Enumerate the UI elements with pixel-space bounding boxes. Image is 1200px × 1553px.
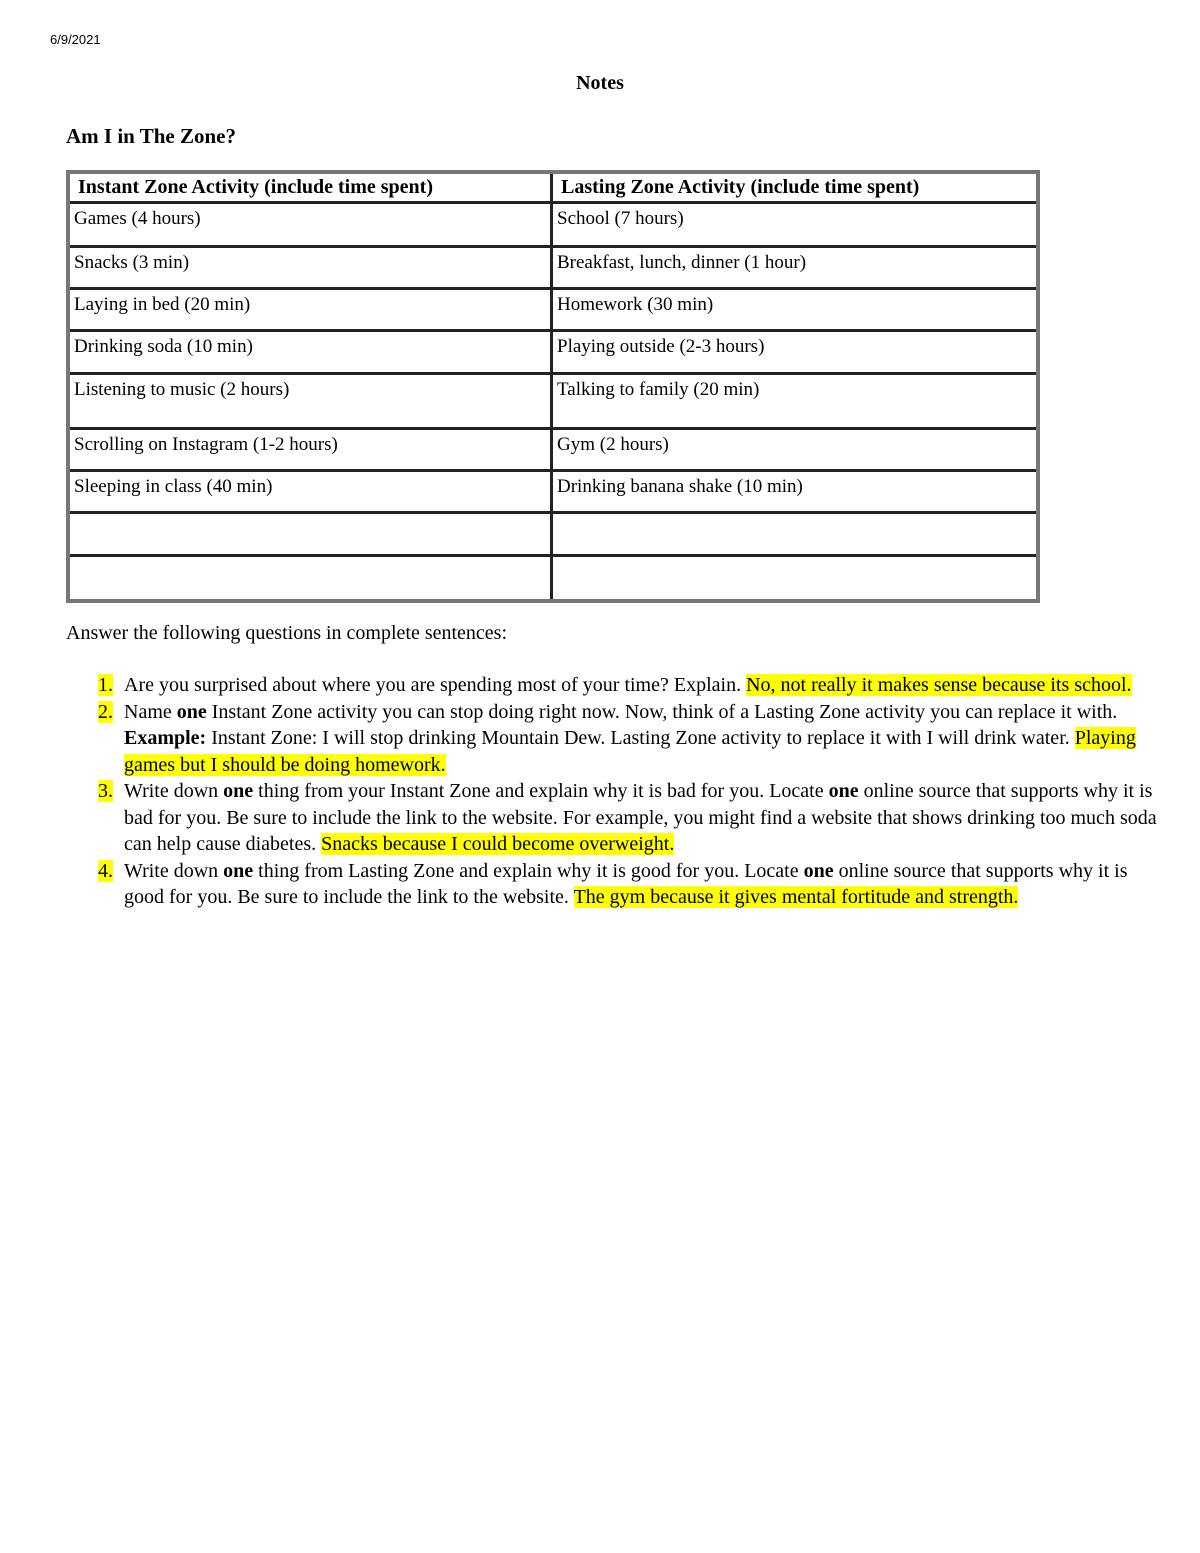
question-number-label: 1.	[98, 674, 113, 696]
lasting-zone-cell	[553, 514, 1036, 554]
section-heading: Am I in The Zone?	[66, 124, 236, 148]
question-text: Name	[124, 700, 172, 723]
question-emphasis: one	[176, 700, 207, 723]
question-emphasis: Example:	[124, 727, 207, 749]
header-lasting-zone: Lasting Zone Activity (include time spent)	[561, 176, 920, 198]
question-body	[124, 699, 1168, 779]
table-row	[70, 472, 1036, 514]
instant-zone-cell: Games (4 hours)	[70, 204, 553, 245]
question-text: Are you surprised about where you are spending most of your time? Explain.	[124, 674, 742, 696]
question-number-label: 4.	[98, 859, 113, 882]
question-emphasis: one	[803, 859, 834, 882]
answer-text: Snacks because I could become overweight.	[321, 833, 675, 855]
question-number-label: 3.	[98, 780, 113, 802]
answer-text: The gym because it gives mental fortitude and strength.	[573, 886, 1019, 908]
table-header-row	[70, 174, 1036, 204]
question-body	[124, 778, 1168, 858]
question-number	[98, 778, 124, 858]
document-date: 6/9/2021	[50, 32, 101, 47]
instant-zone-cell	[70, 514, 553, 554]
question-item	[98, 672, 1168, 699]
instant-zone-cell: Scrolling on Instagram (1-2 hours)	[70, 430, 553, 469]
instant-zone-cell: Listening to music (2 hours)	[70, 375, 553, 427]
question-item	[98, 858, 1168, 911]
lasting-zone-cell: Breakfast, lunch, dinner (1 hour)	[557, 252, 807, 273]
table-row	[70, 290, 1036, 332]
instant-zone-cell	[70, 557, 553, 599]
page-title: Notes	[576, 72, 624, 94]
instant-zone-cell: Snacks (3 min)	[70, 248, 553, 287]
question-number	[98, 699, 124, 779]
lasting-zone-cell: Gym (2 hours)	[557, 434, 669, 455]
table-row	[70, 514, 1036, 557]
header-instant-zone: Instant Zone Activity (include time spent)	[70, 174, 553, 201]
answer-text: No, not really it makes sense because its school.	[746, 674, 1132, 696]
question-text: thing from your Instant Zone and explain why it is bad for you. Locate	[258, 780, 824, 802]
lasting-zone-cell: Drinking banana shake (10 min)	[557, 476, 803, 497]
question-number	[98, 672, 124, 699]
question-emphasis: one	[828, 780, 859, 802]
question-text: Write down	[124, 859, 219, 882]
table-row	[70, 332, 1036, 375]
zone-activity-table	[66, 170, 1040, 603]
table-row	[70, 430, 1036, 472]
question-emphasis: one	[223, 859, 254, 882]
lasting-zone-cell: Talking to family (20 min)	[557, 379, 760, 400]
question-number-label: 2.	[98, 700, 113, 723]
instant-zone-cell: Drinking soda (10 min)	[70, 332, 553, 372]
question-text: Instant Zone activity you can stop doing right now. Now, think of a Lasting Zone activity you can replace it with.	[211, 700, 1118, 723]
question-list	[98, 672, 1168, 911]
question-number	[98, 858, 124, 911]
question-text: thing from Lasting Zone and explain why it is good for you. Locate	[258, 859, 799, 882]
lasting-zone-cell	[553, 557, 1036, 599]
question-item	[98, 699, 1168, 779]
table-row	[70, 204, 1036, 248]
question-text: Write down	[124, 780, 219, 802]
instructions-text: Answer the following questions in complete sentences:	[66, 622, 508, 644]
table-row	[70, 375, 1036, 430]
question-text: online source that supports why it is bad for you. Be sure to include the link to the website. For example, you might find a website that shows drinking too much soda can help cause diabetes.	[124, 780, 1157, 855]
instant-zone-cell: Sleeping in class (40 min)	[70, 472, 553, 511]
table-row	[70, 557, 1036, 599]
question-text: online source that supports why it is good for you. Be sure to include the link to the website.	[124, 859, 1128, 908]
instant-zone-cell: Laying in bed (20 min)	[70, 290, 553, 329]
answer-text: Playing games but I should be doing homework.	[124, 727, 1136, 776]
table-row	[70, 248, 1036, 290]
question-item	[98, 778, 1168, 858]
question-text: Instant Zone: I will stop drinking Mountain Dew. Lasting Zone activity to replace it with I will drink water.	[211, 727, 1070, 749]
lasting-zone-cell: Homework (30 min)	[557, 294, 714, 315]
lasting-zone-cell: Playing outside (2-3 hours)	[557, 336, 765, 357]
lasting-zone-cell: School (7 hours)	[557, 208, 684, 229]
question-emphasis: one	[223, 780, 254, 802]
question-body	[124, 858, 1168, 911]
question-body	[124, 672, 1168, 699]
